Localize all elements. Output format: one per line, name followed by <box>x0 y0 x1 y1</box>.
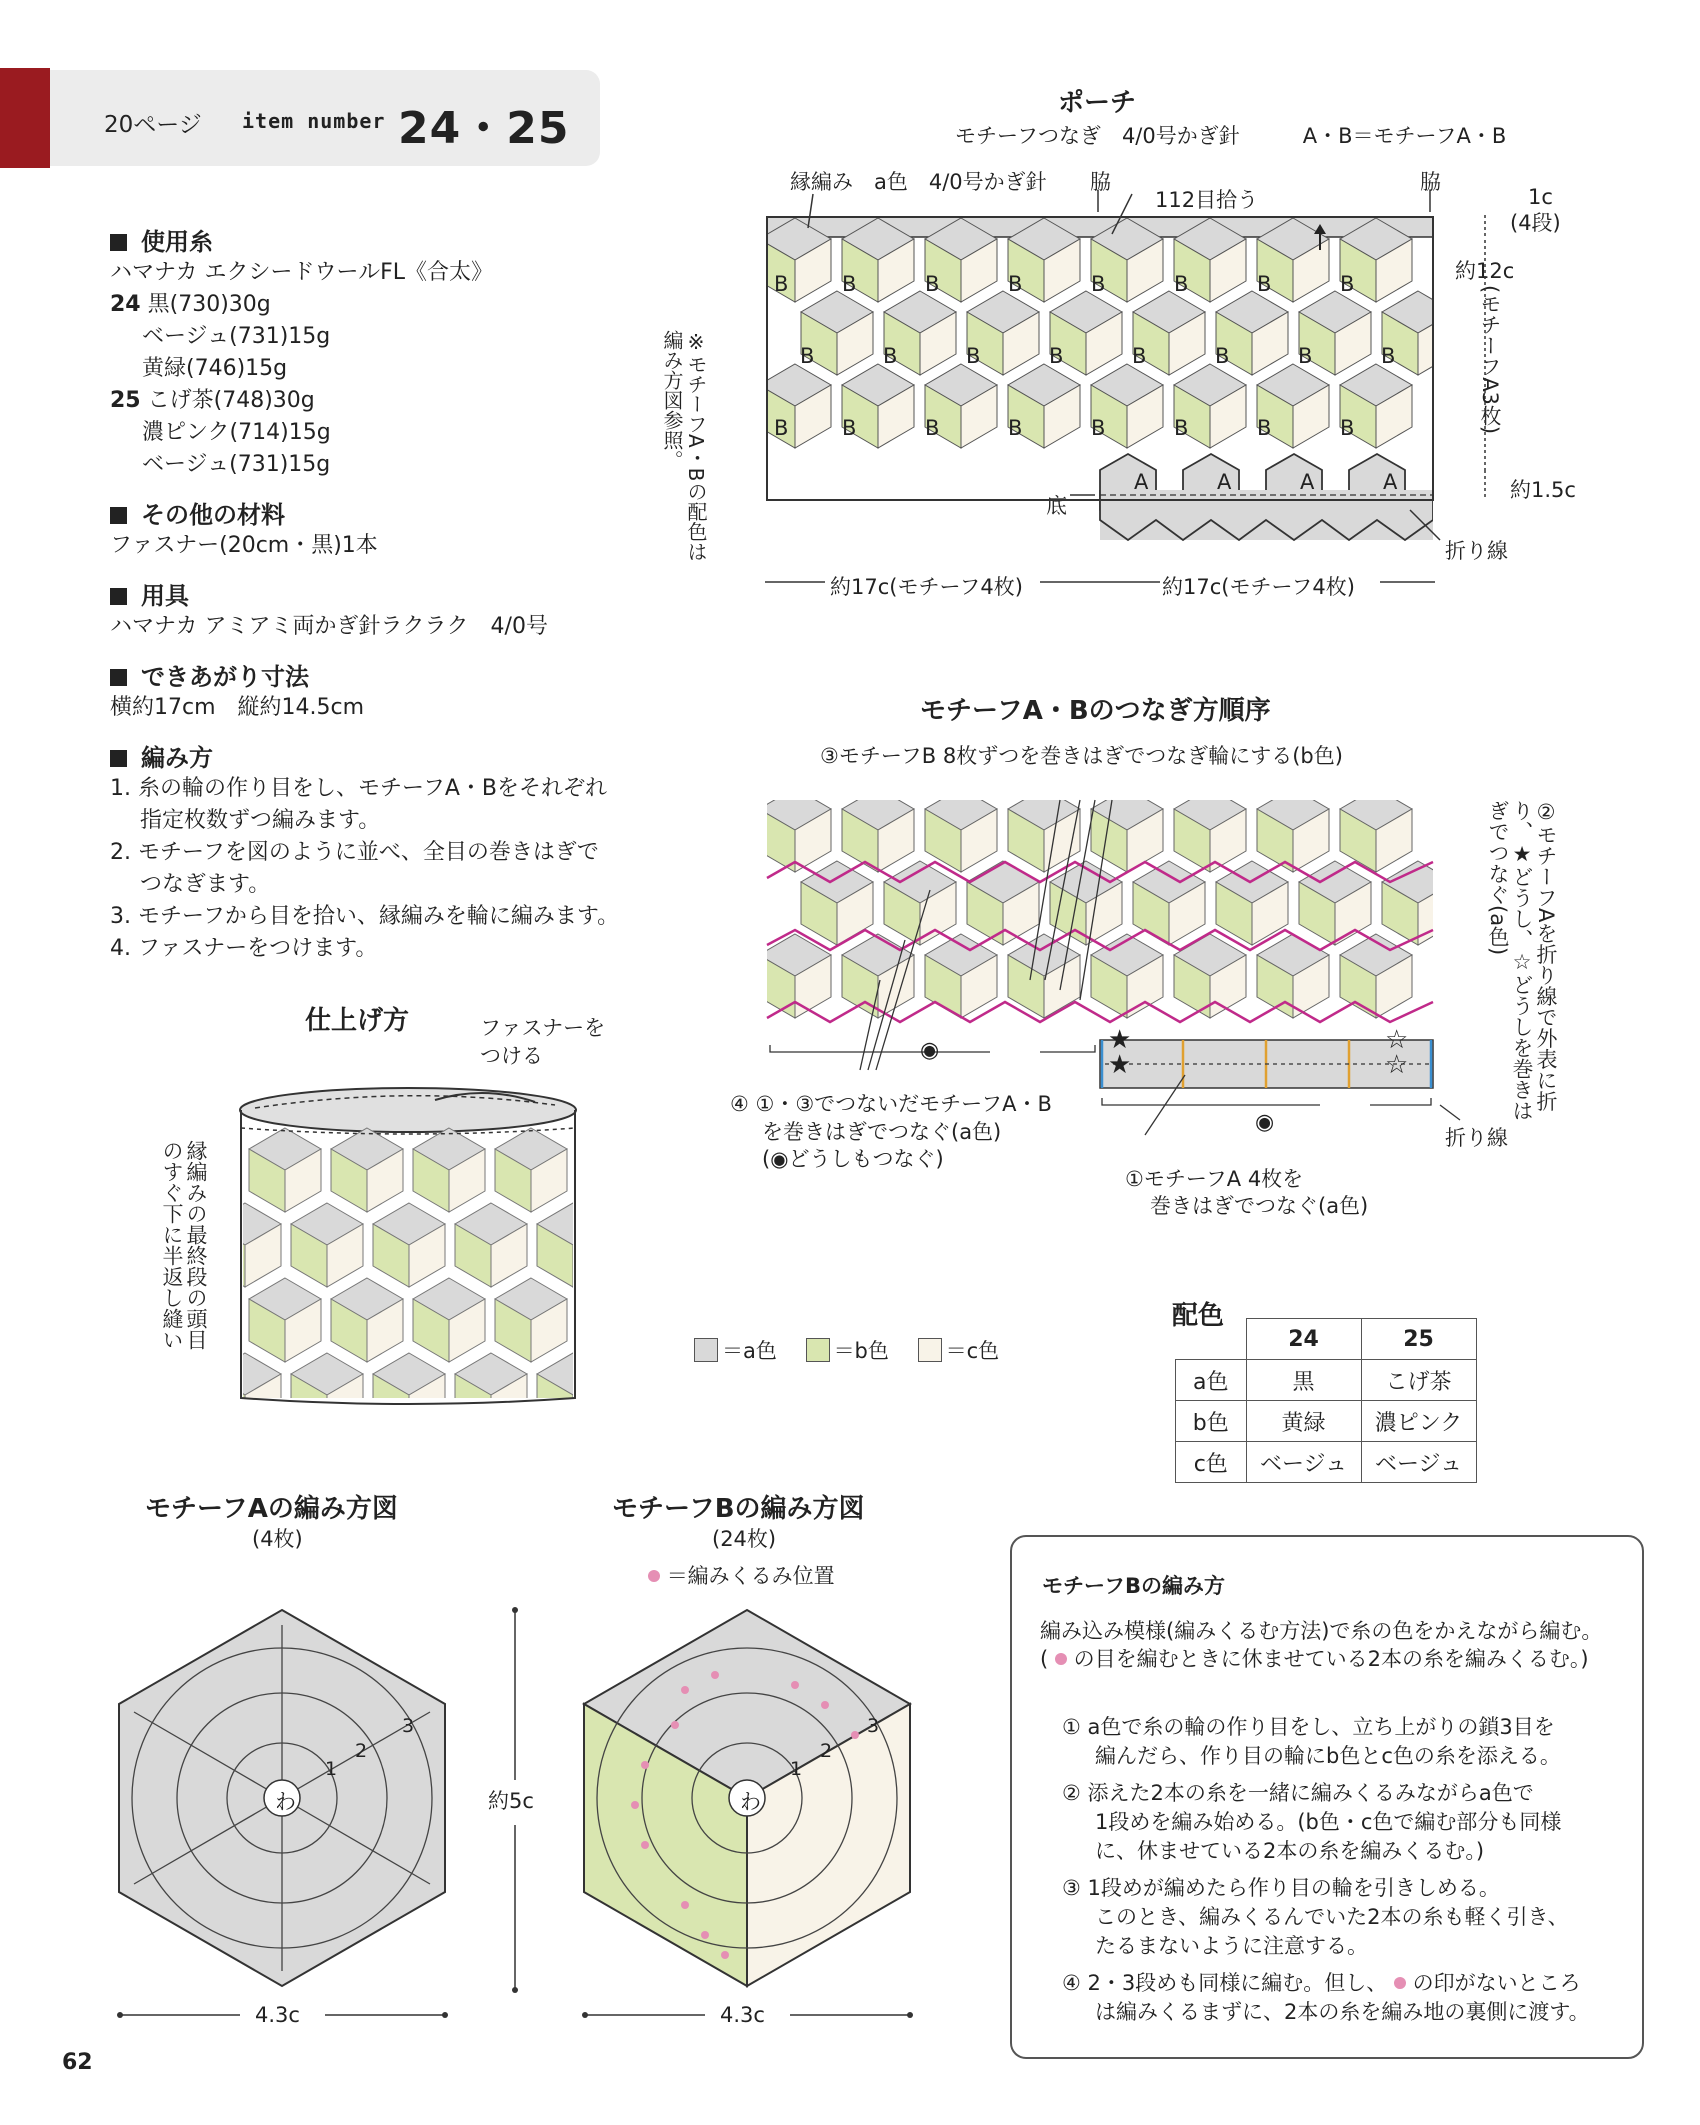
pouch-title: ポーチ <box>1058 88 1137 118</box>
height-1-label: 1c <box>1528 185 1553 209</box>
legend-a: ＝a色 <box>722 1339 777 1363</box>
finish-side-note: 縁編みの最終段の頭目のすぐ下に半返し縫い <box>160 1140 208 1350</box>
order-step-4-line2: を巻きはぎでつなぐ(a色) <box>762 1120 1002 1144</box>
table-row <box>1176 1360 1477 1401</box>
motif-letter: B <box>774 272 789 296</box>
note-step-4b-text: の印がないところ <box>1412 1971 1581 1995</box>
notes-intro-2a: ( <box>1040 1647 1049 1671</box>
materials-section <box>110 222 630 965</box>
table-cell: ベージュ <box>1361 1442 1476 1483</box>
motif-letter: B <box>842 272 857 296</box>
motif-b-title: モチーフBの編み方図 <box>612 1494 865 1524</box>
order-title: モチーフA・Bのつなぎ方順序 <box>920 696 1271 726</box>
page-reference: 20ページ <box>104 112 202 138</box>
method-step: 4. ファスナーをつけます。 <box>110 936 378 961</box>
table-cell: 黒 <box>1246 1360 1361 1401</box>
motif-letter: B <box>1381 344 1396 368</box>
note-step-2b: 1段めを編み始める。(b色・c色で編む部分も同様 <box>1095 1810 1562 1834</box>
motif-letter: B <box>925 272 940 296</box>
motif-letter: B <box>842 416 857 440</box>
tools-heading: 用具 <box>110 576 630 611</box>
motif-letter: B <box>774 416 789 440</box>
note-step-3c: たるまないように注意する。 <box>1095 1934 1368 1958</box>
order-step-1-line2: 巻きはぎでつなぐ(a色) <box>1150 1194 1369 1218</box>
color-table <box>1175 1318 1477 1483</box>
motif-b-legend-text: ＝編みくるみ位置 <box>666 1564 835 1588</box>
notes-title: モチーフBの編み方 <box>1042 1574 1225 1598</box>
note-step-1a: ① a色で糸の輪の作り目をし、立ち上がりの鎖3目を <box>1062 1715 1555 1739</box>
order-fold-label: 折り線 <box>1445 1126 1508 1150</box>
item-number: 24・25 <box>398 103 570 154</box>
color-note-vertical: ※モチーフA・Bの配色は編み方図参照。 <box>660 330 708 562</box>
motif-letter: B <box>883 344 898 368</box>
table-row <box>1176 1401 1477 1442</box>
yarn-25-line-3: ベージュ(731)15g <box>142 452 331 477</box>
motif-letter: B <box>1049 344 1064 368</box>
pink-dot-icon <box>1055 1653 1067 1665</box>
motif-a-title: モチーフAの編み方図 <box>145 1494 398 1524</box>
swatch-b <box>806 1338 830 1362</box>
motif-letter: B <box>1174 416 1189 440</box>
motif-a-row-2: 2 <box>355 1740 368 1762</box>
other-materials-value: ファスナー(20cm・黒)1本 <box>110 533 378 558</box>
method-step: 1. 糸の輪の作り目をし、モチーフA・Bをそれぞれ <box>110 776 608 801</box>
motif-letter: B <box>1340 416 1355 440</box>
item-label: item number <box>242 109 386 133</box>
motif-letter: A <box>1383 470 1398 494</box>
pink-dot-icon <box>1394 1977 1406 1989</box>
legend-c: ＝c色 <box>945 1339 1000 1363</box>
order-step-4-line3: (◉どうしもつなぐ) <box>762 1147 944 1171</box>
motif-b-legend <box>648 1560 835 1590</box>
joining-order-diagram <box>740 780 1500 1140</box>
color-table-title: 配色 <box>1172 1301 1225 1331</box>
yarn-brand: ハマナカ エクシードウールFL《合太》 <box>110 260 494 285</box>
note-step-3a: ③ 1段めが編めたら作り目の輪を引きしめる。 <box>1062 1876 1500 1900</box>
order-step-1-line1: ①モチーフA 4枚を <box>1125 1167 1304 1191</box>
table-header-25: 25 <box>1361 1319 1476 1360</box>
pickup-label: 112目拾う <box>1155 188 1259 212</box>
table-header-empty <box>1176 1319 1247 1360</box>
width-left-label: 約17c(モチーフ4枚) <box>830 575 1023 599</box>
note-step-4c: は編みくるまずに、2本の糸を編み地の裏側に渡す。 <box>1095 2000 1590 2024</box>
table-cell: c色 <box>1176 1442 1247 1483</box>
height-15-label: 約1.5c <box>1510 478 1576 502</box>
yarn-24-line-2: ベージュ(731)15g <box>142 324 331 349</box>
method-heading: 編み方 <box>110 738 630 773</box>
method-step: 2. モチーフを図のように並べ、全目の巻きはぎで <box>110 840 599 865</box>
motif-letter: B <box>1091 416 1106 440</box>
motif-b-row-1: 1 <box>790 1758 803 1780</box>
zipper-label-2: つける <box>480 1044 543 1068</box>
yarn-24-line-1: 黒(730)30g <box>147 292 271 317</box>
note-step-2c: に、休ませている2本の糸を編みくるむ。) <box>1095 1839 1485 1863</box>
note-step-4a-text: ④ 2・3段めも同様に編む。但し、 <box>1062 1971 1388 1995</box>
notes-intro-2b: の目を編むときに休ませている2本の糸を編みくるむ。) <box>1073 1647 1589 1671</box>
table-cell: ベージュ <box>1246 1442 1361 1483</box>
notes-intro-2 <box>1040 1645 1589 1674</box>
zipper-label-1: ファスナーを <box>480 1016 606 1040</box>
table-cell: a色 <box>1176 1360 1247 1401</box>
motif-b-width: 4.3c <box>720 2003 765 2027</box>
motif-b-center: わ <box>740 1790 761 1814</box>
motif-a-row-3: 3 <box>402 1715 415 1737</box>
width-right-label: 約17c(モチーフ4枚) <box>1162 575 1355 599</box>
star-marker: ★ <box>1108 1025 1132 1055</box>
tools-value: ハマナカ アミアミ両かぎ針ラクラク 4/0号 <box>110 614 548 639</box>
legend-b: ＝b色 <box>833 1339 889 1363</box>
motif-letter: B <box>966 344 981 368</box>
yarn-25-line-2: 濃ピンク(714)15g <box>142 420 331 445</box>
table-header-24: 24 <box>1246 1319 1361 1360</box>
finish-title: 仕上げ方 <box>305 1006 410 1036</box>
method-step: 3. モチーフから目を拾い、縁編みを輪に編みます。 <box>110 904 620 929</box>
pouch-subtitle: モチーフつなぎ 4/0号かぎ針 A・B＝モチーフA・B <box>955 124 1507 148</box>
chapter-tab <box>0 68 50 168</box>
open-star-marker: ☆ <box>1385 1050 1409 1080</box>
fold-line-label: 折り線 <box>1445 539 1508 563</box>
motif-letter: A <box>1300 470 1315 494</box>
yarn-24-line-3: 黄緑(746)15g <box>142 356 288 381</box>
motif-a-center: わ <box>275 1790 296 1814</box>
motif-letter: B <box>1091 272 1106 296</box>
finish-diagram <box>235 1080 595 1410</box>
table-cell: こげ茶 <box>1361 1360 1476 1401</box>
notes-intro-1: 編み込み模様(編みくるむ方法)で糸の色をかえながら編む。 <box>1040 1619 1603 1643</box>
variant-24-tag: 24 <box>110 292 141 317</box>
other-materials-heading: その他の材料 <box>110 495 630 530</box>
side-label-left: 脇 <box>1090 170 1111 194</box>
yarn-25-line-1: こげ茶(748)30g <box>147 388 315 413</box>
yarn-heading: 使用糸 <box>110 222 630 257</box>
motif-a-width: 4.3c <box>255 2003 300 2027</box>
motif-letter: B <box>1257 272 1272 296</box>
star-marker: ★ <box>1108 1050 1132 1080</box>
motif-letter: B <box>1340 272 1355 296</box>
motif-letter: B <box>1008 416 1023 440</box>
motif-letter: B <box>1008 272 1023 296</box>
order-step-4-line1: ④ ①・③でつないだモチーフA・B <box>730 1092 1052 1116</box>
size-heading: できあがり寸法 <box>110 657 630 692</box>
height-12-label: 約12c <box>1455 259 1515 283</box>
motif-b-count: (24枚) <box>712 1527 777 1551</box>
table-cell: 濃ピンク <box>1361 1401 1476 1442</box>
note-step-4a <box>1062 1969 1581 1998</box>
motif-b-row-2: 2 <box>820 1740 833 1762</box>
table-row <box>1176 1442 1477 1483</box>
motif-letter: B <box>1132 344 1147 368</box>
motif-letter: B <box>925 416 940 440</box>
motif-letter: B <box>1257 416 1272 440</box>
height-1-rows-label: (4段) <box>1510 211 1561 235</box>
bottom-label: 底 <box>1046 494 1067 518</box>
table-cell: 黄緑 <box>1246 1401 1361 1442</box>
motif-letter: B <box>800 344 815 368</box>
dot-marker: ◉ <box>920 1038 940 1063</box>
method-step: つなぎます。 <box>140 872 271 897</box>
motif-letter: A <box>1217 470 1232 494</box>
method-step: 指定枚数ずつ編みます。 <box>140 808 381 833</box>
variant-25-tag: 25 <box>110 388 141 413</box>
note-step-1b: 編んだら、作り目の輪にb色とc色の糸を添える。 <box>1095 1744 1561 1768</box>
motif-letter: B <box>1298 344 1313 368</box>
swatch-c <box>918 1338 942 1362</box>
note-step-3b: このとき、編みくるんでいた2本の糸も軽く引き、 <box>1095 1905 1569 1929</box>
edge-label: 縁編み a色 4/0号かぎ針 <box>790 170 1047 194</box>
motif-b-row-3: 3 <box>867 1715 880 1737</box>
note-step-2a: ② 添えた2本の糸を一緒に編みくるみながらa色で <box>1062 1781 1534 1805</box>
height-12-note: (モチーフA3枚) <box>1478 285 1502 435</box>
motif-a-row-1: 1 <box>325 1758 338 1780</box>
order-step-2: ②モチーフAを折り線で外表に折り、★どうし、☆どうしを巻きはぎでつなぐ(a色) <box>1486 800 1558 1121</box>
size-value: 横約17cm 縦約14.5cm <box>110 695 365 720</box>
pouch-letters <box>766 270 1466 510</box>
motif-letter: B <box>1215 344 1230 368</box>
swatch-legend <box>694 1335 999 1365</box>
table-cell: b色 <box>1176 1401 1247 1442</box>
height-5-label: 約5c <box>488 1789 534 1813</box>
motif-letter: A <box>1134 470 1149 494</box>
order-step-3: ③モチーフB 8枚ずつを巻きはぎでつなぎ輪にする(b色) <box>820 744 1343 768</box>
side-label-right: 脇 <box>1420 170 1441 194</box>
swatch-a <box>694 1338 718 1362</box>
dot-marker: ◉ <box>1255 1110 1275 1135</box>
open-star-marker: ☆ <box>1385 1025 1409 1055</box>
pink-dot-icon <box>648 1570 660 1582</box>
page-number: 62 <box>62 2050 93 2075</box>
motif-a-count: (4枚) <box>252 1527 303 1551</box>
motif-letter: B <box>1174 272 1189 296</box>
